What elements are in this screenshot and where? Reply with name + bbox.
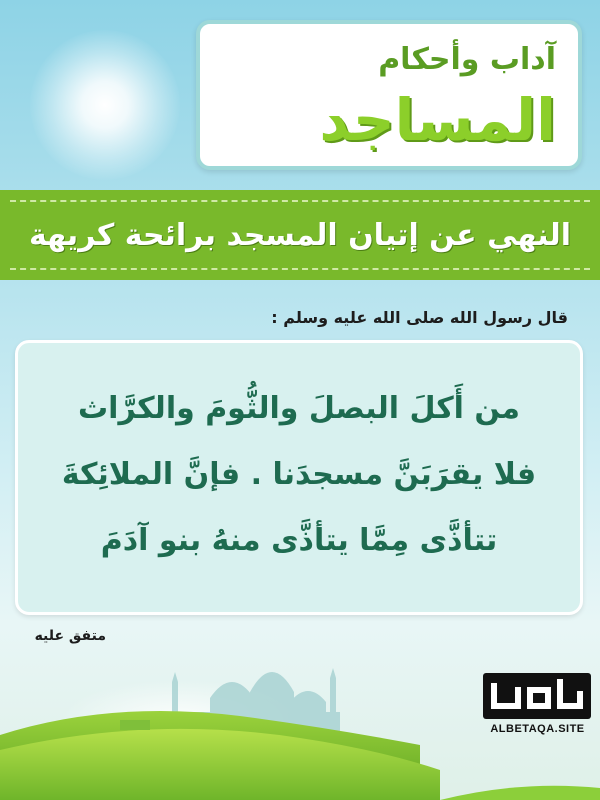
hadith-source: متفق عليه	[34, 628, 106, 644]
hadith-line-1: من أَكلَ البصلَ والثُّومَ والكرَّاث	[78, 391, 520, 426]
site-name: ALBETAQA.SITE	[490, 723, 585, 735]
title-card	[196, 20, 582, 170]
hadith-intro: قال رسول الله صلى الله عليه وسلم :	[271, 308, 568, 327]
sun-glow	[30, 30, 180, 180]
distant-house	[120, 720, 150, 730]
hadith-line-2: فلا يقرَبَنَّ مسجدَنا . فإنَّ الملائِكةَ	[61, 457, 537, 492]
albetaqa-logo-icon	[483, 673, 591, 719]
hill-right	[440, 786, 600, 800]
main-title: المساجد	[319, 86, 556, 154]
hadith-line-3: تتأذَّى مِمَّا يتأذَّى منهُ بنو آدَمَ	[100, 523, 498, 558]
topic-banner-inner	[10, 200, 590, 270]
hadith-card	[15, 340, 583, 615]
series-title: آداب وأحكام	[378, 42, 556, 77]
topic-title: النهي عن إتيان المسجد برائحة كريهة	[28, 217, 572, 253]
albetaqa-logo	[480, 673, 595, 743]
topic-banner	[0, 190, 600, 280]
